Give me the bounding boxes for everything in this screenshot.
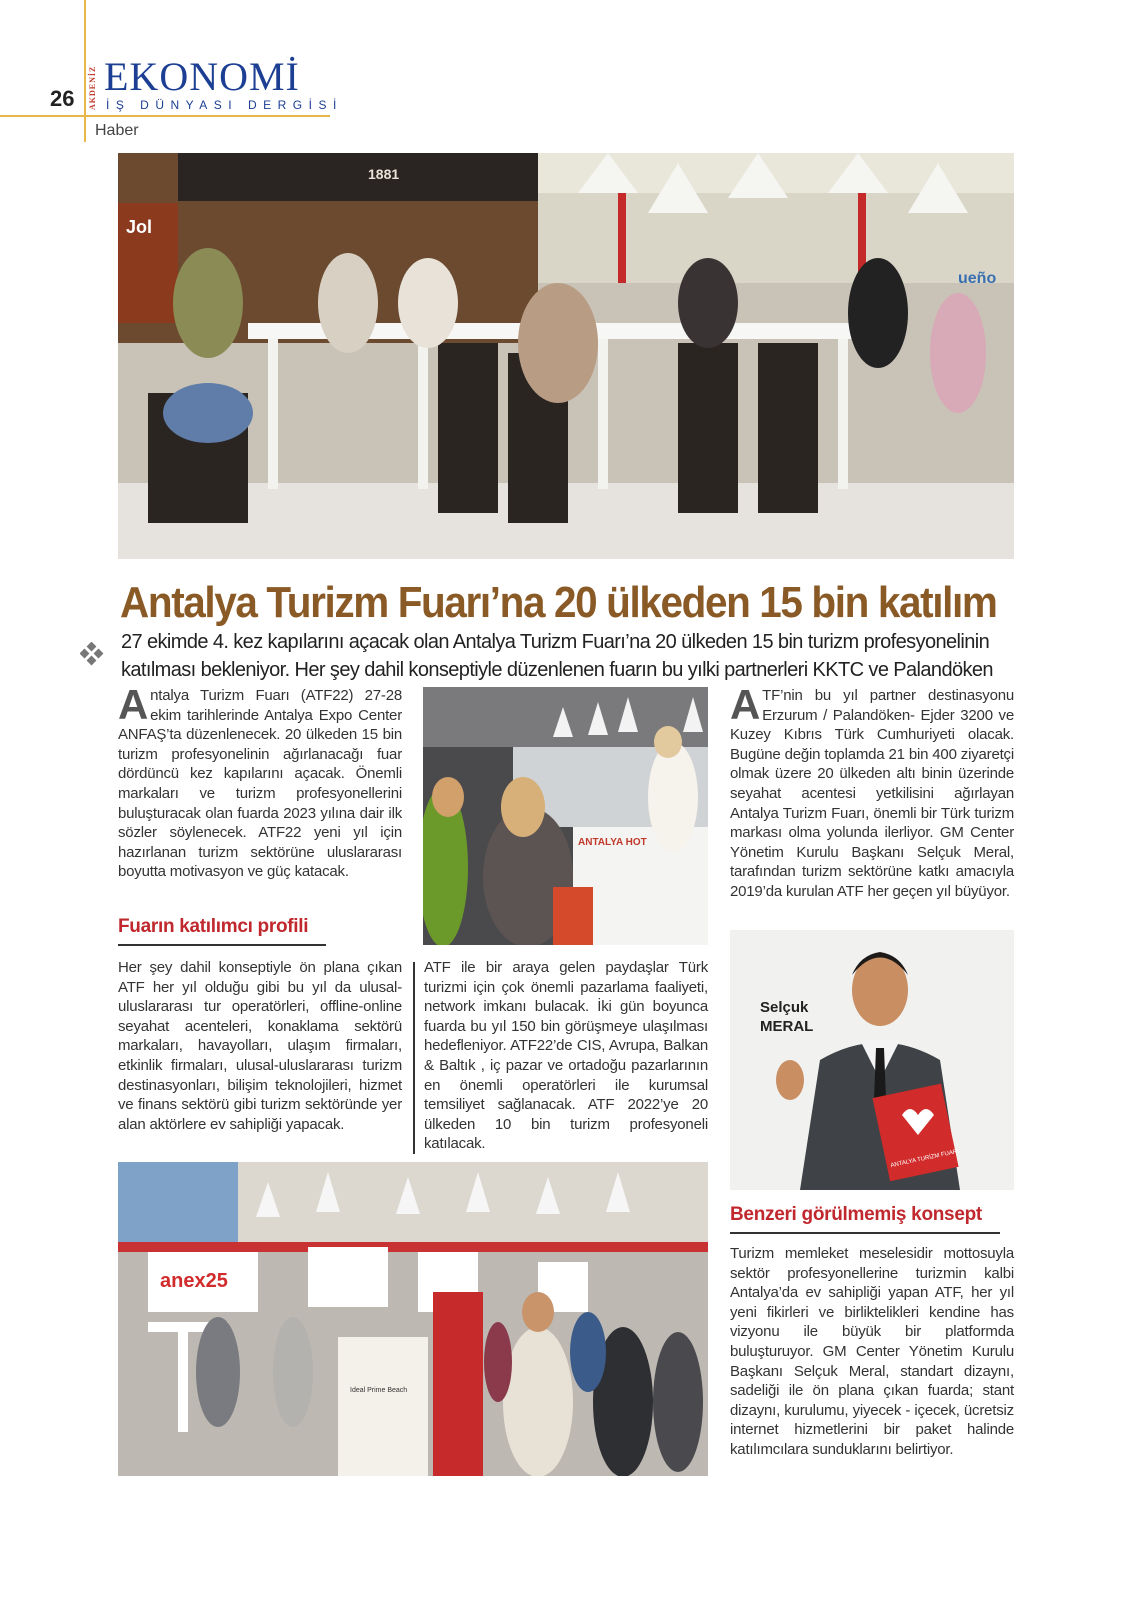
col3-paragraph xyxy=(730,681,1014,902)
lead-line-1: 27 ekimde 4. kez kapılarını açacak olan Antalya Turizm Fuarı’na 20 ülkeden 15 bin turizm profesyonelinin xyxy=(121,631,990,653)
article-headline: Antalya Turizm Fuarı’na 20 ülkeden 15 bin katılım xyxy=(120,578,997,627)
column-separator xyxy=(413,962,415,1154)
subhead2-underline xyxy=(730,1232,1000,1234)
magazine-subtitle: İŞ DÜNYASI DERGİSİ xyxy=(106,98,343,112)
col1-dropcap: A xyxy=(118,681,149,728)
diamond-bullet-icon xyxy=(80,642,104,666)
portrait-photo-selcuk-meral xyxy=(730,930,1014,1190)
section-label: Haber xyxy=(95,122,139,139)
caption-last-name: MERAL xyxy=(760,1018,814,1035)
top-photo-fair-cafe xyxy=(118,153,1014,559)
bottom-photo-anex-sign: anex25 xyxy=(160,1270,228,1292)
portrait-caption xyxy=(760,998,840,1036)
middle-photo-sign: ANTALYA HOT xyxy=(578,837,647,848)
lead-line-2: katılması bekleniyor. Her şey dahil konseptiyle düzenlenen fuarın bu yılki partnerleri KKTC ve Palandöken xyxy=(121,659,993,681)
bottom-photo-booth-sign: Ideal Prime Beach xyxy=(350,1387,408,1394)
photo-sign-1881: 1881 xyxy=(368,166,400,182)
page-number: 26 xyxy=(50,86,75,111)
middle-photo-booth xyxy=(423,687,708,945)
bottom-photo-exhibition-hall xyxy=(118,1162,708,1476)
masthead-vertical-rule xyxy=(84,0,86,142)
col1-text: ntalya Turizm Fuarı (ATF22) 27-28 ekim tarihlerinde Antalya Expo Center ANFAŞ’ta düzenlenecek. 20 ülkeden 15 bin turizm profesyonelinin ağırlanacağı fuar dördüncü kez kapılarını açacak. Önemli markaları ve turizm profesyonellerini buluşturacak olan fuarda 2023 yılına dair ilk sözler söylenecek. ATF22 yeni yıl için hazırlanan turizm sektörüne uluslararası boyutta motivasyon ve güç katacak. xyxy=(118,687,402,881)
col3-text: TF’nin bu yıl partner destinasyonu Erzurum / Palandöken- Ejder 3200 ve Kuzey Kıbrıs Türk Cumhuriyeti olacak. Bugüne değin toplamda 21 bin 400 ziyaretçi olmak üzere 20 ülkeden altı binin üzerinde seyahat acentesi yetkilisini ağırlayan Antalya Turizm Fuarı, önemli bir Türk turizm markası olma yolunda ilerliyor. GM Center Yönetim Kurulu Başkanı Selçuk Meral, tarafından turizm sektörüne katkı amacıyla 2019’da kurulan ATF her geçen yıl büyüyor. xyxy=(730,687,1014,900)
col1b-paragraph: Her şey dahil konseptiyle ön plana çıkan ATF her yıl olduğu gibi bu yıl da ulusal-uluslararası tur operatörleri, offline-online seyahat acenteleri, konaklama sektörü markaları, havayolları, ulaşım firmaları, etkinlik firmaları, ulusal-uluslararası turizm destinasyonları, bilişim teknolojileri, hizmet ve finans sektörü gibi turizm sektöründe yer alan aktörlere ev sahipliği yapacak. xyxy=(118,959,402,1133)
col3-dropcap: A xyxy=(730,681,761,728)
masthead-horizontal-rule xyxy=(0,115,330,117)
col3b-paragraph: Turizm memleket meselesidir mottosuyla sektör profesyonellerine turizmin kalbi Antalya’da ev sahipliği yapan ATF, her yıl yeni fikirleri ve birliktelikleri kendine has vizyonu ile büyük bir platformda buluşturuyor. GM Center Yönetim Kurulu Başkanı Selçuk Meral, standart dizaynı, sadeliği ile ön plana çıkan fuarda; stant dizaynı, kurulumu, yiyecek - içecek, ücretsiz internet hizmetlerini bir paket halinde katılımcılara sunduklarını belirtiyor. xyxy=(730,1245,1014,1458)
magazine-title: EKONOMİ xyxy=(104,54,300,99)
col2-paragraph: ATF ile bir araya gelen paydaşlar Türk turizmi için çok önemli pazarlama faaliyeti, network imkanı bulacak. İki gün boyunca fuarda bu yıl 150 bin görüşmeye ulaşılması hedefleniyor. ATF22’de CIS, Avrupa, Balkan & Baltık , iç pazar ve ortadoğu pazarlarının en önemli operatörleri ile kurumsal temsiliyet sağlanacak. ATF 2022’ye 20 ülkeden 10 bin turizm profesyoneli katılacak. xyxy=(424,959,708,1153)
photo-sign-ueno: ueño xyxy=(958,270,997,287)
magazine-vertical-label: AKDENİZ xyxy=(88,65,97,111)
subhead-unprecedented-concept: Benzeri görülmemiş konsept xyxy=(730,1204,982,1225)
photo-sign-jol: Jol xyxy=(126,217,153,237)
caption-first-name: Selçuk xyxy=(760,999,809,1016)
col1-paragraph xyxy=(118,681,402,882)
subhead1-underline xyxy=(118,944,326,946)
portrait-book-title: ANTALYA TURİZM FUARI xyxy=(890,1148,960,1170)
subhead-participant-profile: Fuarın katılımcı profili xyxy=(118,916,309,937)
article-lead xyxy=(121,628,1041,684)
